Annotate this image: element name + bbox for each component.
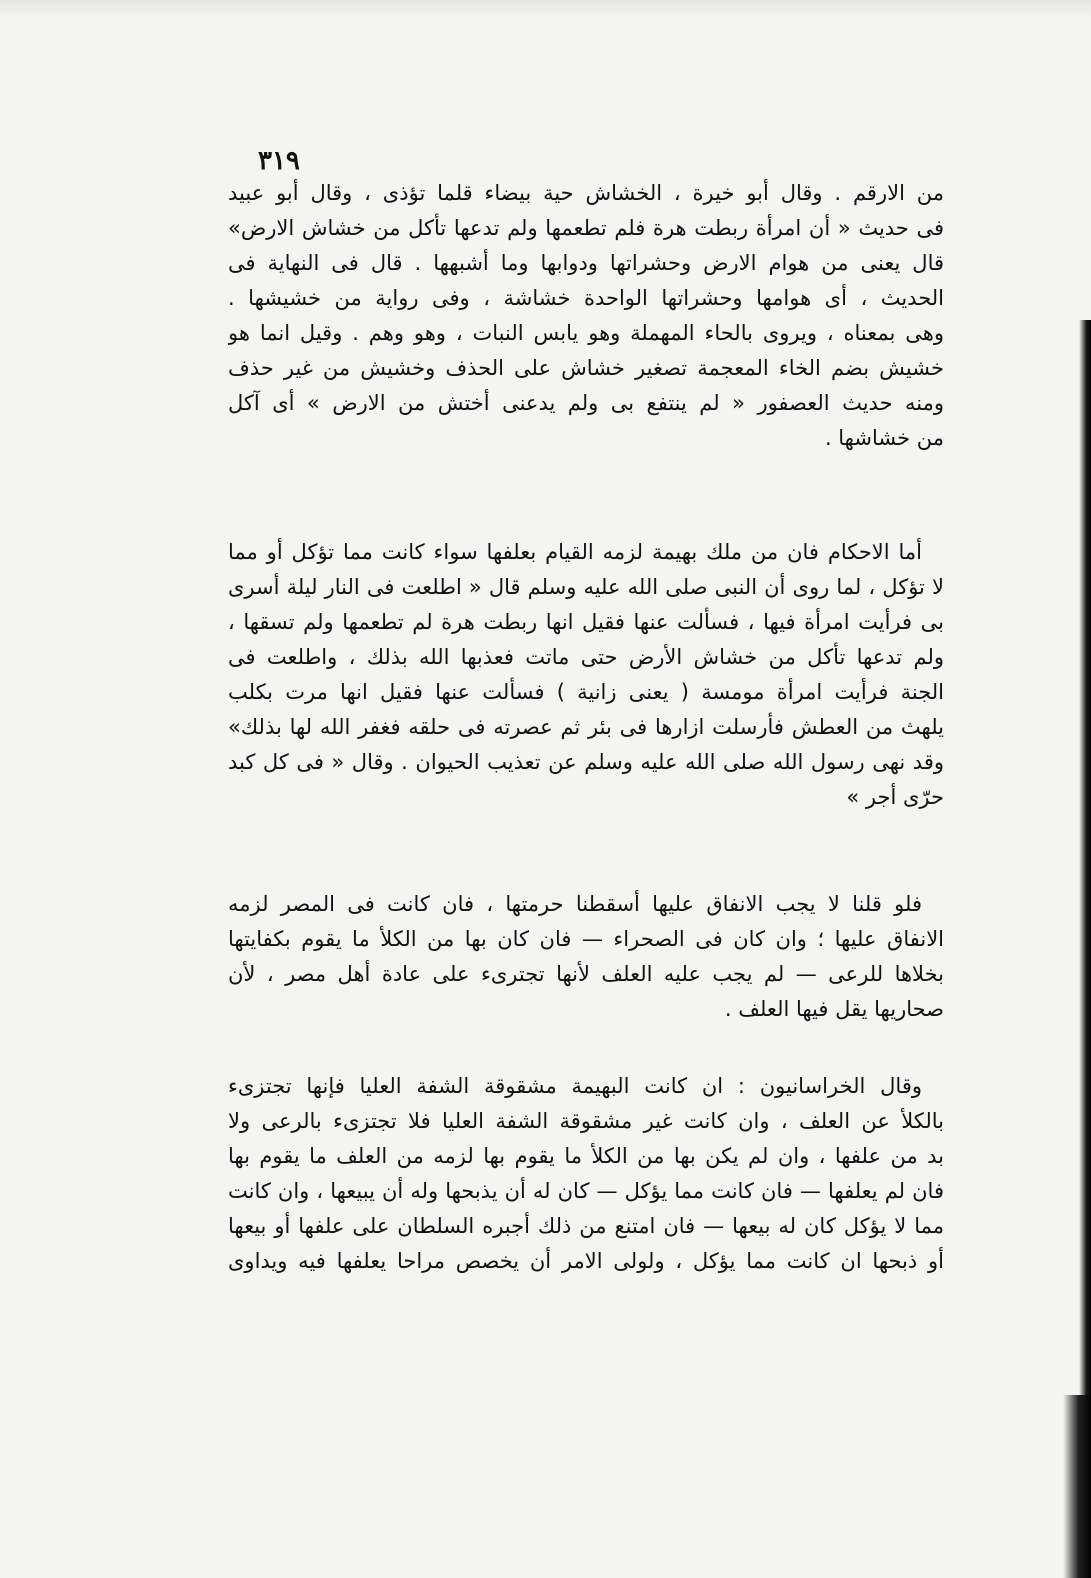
scan-right-edge <box>1079 320 1091 1570</box>
text-line: الحديث ، أى هوامها وحشراتها الواحدة خشاشة ، وفى رواية من خشيشها . <box>228 286 944 310</box>
text-line: أما الاحكام فان من ملك بهيمة لزمه القيام بعلفها سواء كانت مما تؤكل أو مما <box>228 540 922 564</box>
scan-top-shadow <box>0 0 1091 18</box>
text-line: خشيش بضم الخاء المعجمة تصغير خشاش على الحذف وخشيش من غير حذف <box>228 356 944 380</box>
paragraph-1 <box>228 176 944 456</box>
text-line: أو ذبحها ان كانت مما يؤكل ، ولولى الامر أن يخصص مراحا يعلفها فيه ويداوى <box>228 1249 944 1273</box>
text-line: من الارقم . وقال أبو خيرة ، الخشاش حية بيضاء قلما تؤذى ، وقال أبو عبيد <box>228 181 944 205</box>
text-line: الجنة فرأيت امرأة مومسة ( يعنى زانية ) فسألت عنها فقيل انها مرت بكلب <box>228 680 944 704</box>
paragraph-3 <box>228 887 944 1027</box>
text-line: فلو قلنا لا يجب الانفاق عليها أسقطنا حرمتها ، فان كانت فى المصر لزمه <box>228 892 922 916</box>
text-line: لا تؤكل ، لما روى أن النبى صلى الله عليه وسلم قال « اطلعت فى النار ليلة أسرى <box>228 575 944 599</box>
book-page <box>228 140 944 1360</box>
text-line: يلهث من العطش فأرسلت ازارها فى بئر ثم عصرته فى حلقه فغفر الله لها بذلك» <box>228 715 944 739</box>
text-line: بالكلأ عن العلف ، وان كانت غير مشقوقة الشفة العليا فلا تجتزىء بالرعى ولا <box>228 1109 944 1133</box>
text-line: وقال الخراسانيون : ان كانت البهيمة مشقوقة الشفة العليا فإنها تجتزىء <box>228 1074 922 1098</box>
paragraph-4 <box>228 1069 944 1279</box>
text-line: بى فرأيت امرأة فيها ، فسألت عنها فقيل انها ربطت هرة لم تطعمها ولم تسقها ، <box>228 610 944 634</box>
text-line: حرّى أجر » <box>846 785 944 809</box>
text-line: ومنه حديث العصفور « لم ينتفع بى ولم يدعنى أختش من الارض » أى آكل <box>228 391 944 415</box>
text-line: بخلاها للرعى — لم يجب عليه العلف لأنها تجترىء على عادة أهل مصر ، لأن <box>228 962 944 986</box>
text-line: فى حديث « أن امرأة ربطت هرة فلم تطعمها ولم تدعها تأكل من خشاش الارض» <box>228 216 944 240</box>
text-line: مما لا يؤكل كان له بيعها — فان امتنع من ذلك أجبره السلطان على علفها أو بيعها <box>228 1214 944 1238</box>
page-number: ٣١٩ <box>258 146 300 176</box>
text-line: فان لم يعلفها — فان كانت مما يؤكل — كان له أن يذبحها وله أن يبيعها ، وان كانت <box>228 1179 944 1203</box>
text-line: صحاريها يقل فيها العلف . <box>724 997 944 1021</box>
scan-right-edge-lower <box>1063 1395 1091 1578</box>
text-line: الانفاق عليها ؛ وان كان فى الصحراء — فان كان بها من الكلأ ما يقوم بكفايتها <box>228 927 944 951</box>
paragraph-2 <box>228 535 944 815</box>
text-line: ولم تدعها تأكل من خشاش الأرض حتى ماتت فعذبها الله بذلك ، واطلعت فى <box>228 645 944 669</box>
text-line: بد من علفها ، وان لم يكن بها من الكلأ ما يقوم بها لزمه من العلف ما يقوم بها <box>228 1144 944 1168</box>
text-line: من خشاشها . <box>824 426 944 450</box>
text-line: قال يعنى من هوام الارض وحشراتها ودوابها وما أشبهها . قال فى النهاية فى <box>228 251 944 275</box>
text-line: وهى بمعناه ، ويروى بالحاء المهملة وهو يابس النبات ، وهو وهم . وقيل انما هو <box>228 321 944 345</box>
text-line: وقد نهى رسول الله صلى الله عليه وسلم عن تعذيب الحيوان . وقال « فى كل كبد <box>228 750 944 774</box>
